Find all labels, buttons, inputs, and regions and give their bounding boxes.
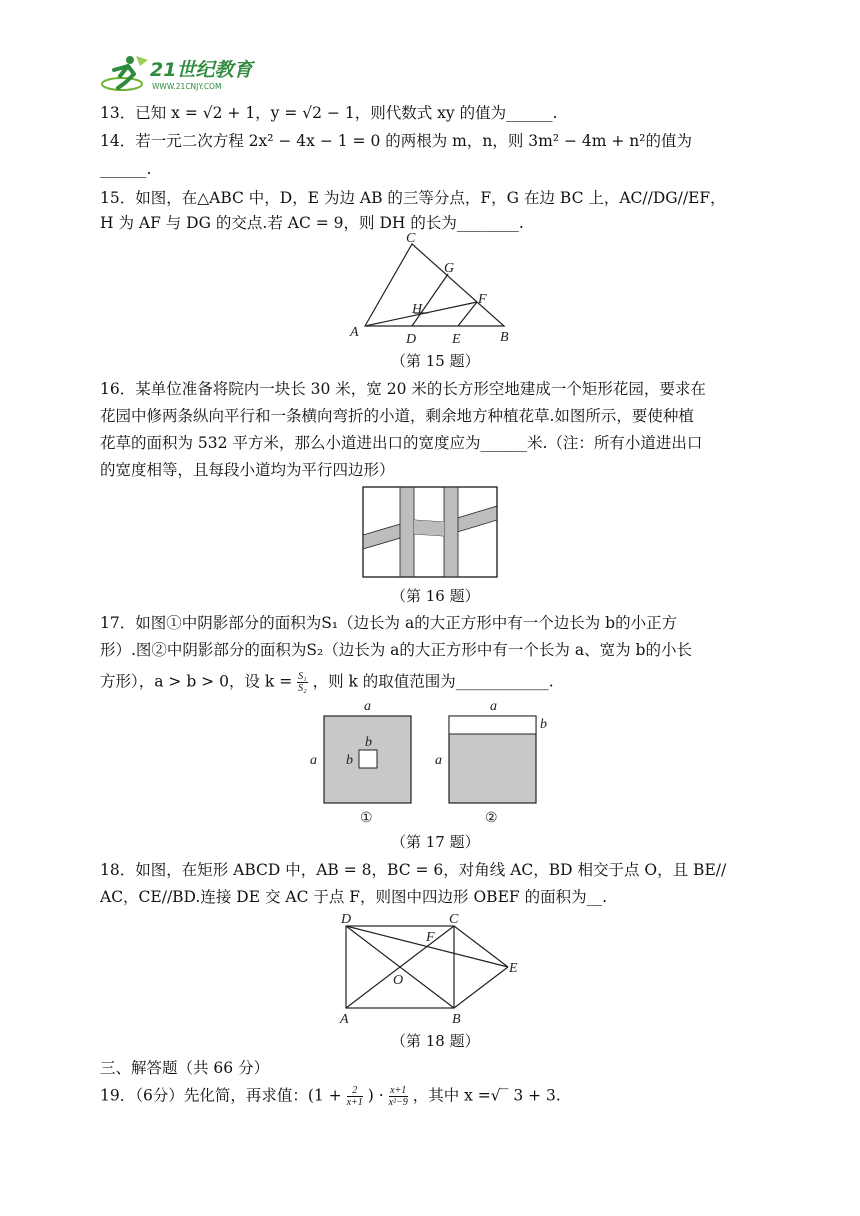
fig1-number: ① [360, 811, 373, 826]
k-fraction: $\frac{\text{S₁}}{\text{S₂}}$ [298, 671, 307, 694]
label-F: F [426, 930, 435, 945]
label-B: B [500, 330, 509, 345]
question-14-line2: ______. [100, 160, 152, 178]
question-15-line2: H 为 AF 与 DG 的交点.若 AC = 9，则 DH 的长为________. [100, 214, 524, 232]
fig2-right-b: b [540, 717, 547, 732]
label-C: C [406, 231, 416, 246]
question-18-line2: AC，CE//BD.连接 DE 交 AC 于点 F，则图中四边形 OBEF 的面积为__. [100, 888, 607, 906]
label-H: H [412, 302, 423, 317]
fig2-left-a: a [435, 753, 442, 768]
question-16-line4: 的宽度相等，且每段小道均为平行四边形） [100, 461, 395, 479]
label-G: G [444, 261, 455, 276]
fig1-top-a: a [364, 699, 371, 714]
q19-mid: ) · [367, 1086, 384, 1105]
question-18-line1: 18．如图，在矩形 ABCD 中，AB = 8，BC = 6，对角线 AC，BD 相交于点 O，且 BE// [100, 861, 727, 879]
label-C: C [449, 912, 459, 927]
figure-15-caption: （第 15 题） [391, 352, 480, 370]
runner-icon [102, 56, 148, 90]
label-O: O [393, 973, 404, 988]
fig2-number: ② [485, 811, 498, 826]
fig1-left-a: a [310, 753, 317, 768]
question-15-line1: 15．如图，在△ABC 中，D，E 为边 AB 的三等分点，F，G 在边 BC 上，AC//DG//EF， [100, 189, 726, 207]
question-14-line1: 14．若一元二次方程 2x² − 4x − 1 = 0 的两根为 m，n，则 3m² − 4m + n²的值为 [100, 132, 692, 150]
label-A: A [350, 325, 359, 340]
fig2-top-a: a [490, 699, 497, 714]
svg-text:21世纪教育: 21世纪教育 [150, 59, 253, 81]
figure-18-rectangle [335, 906, 530, 1028]
fig1-left-b: b [346, 753, 353, 768]
label-E: E [452, 332, 461, 347]
question-17-line3 [100, 671, 554, 694]
label-D: D [341, 912, 352, 927]
question-17-line1: 17．如图①中阴影部分的面积为S₁（边长为 a的大正方形中有一个边长为 b的小正方 [100, 614, 678, 632]
figure-17-squares [306, 698, 556, 826]
q19-prefix: 19．（6分）先化简，再求值：(1 + [100, 1086, 342, 1105]
question-16-line2: 花园中修两条纵向平行和一条横向弯折的小道，剩余地方种植花草.如图所示，要使种植 [100, 407, 694, 425]
question-16-line1: 16．某单位准备将院内一块长 30 米，宽 20 米的长方形空地建成一个矩形花园，要求在 [100, 380, 706, 398]
question-13: 13．已知 x = √2 + 1，y = √2 − 1，则代数式 xy 的值为______. [100, 104, 558, 122]
question-16-line3: 花草的面积为 532 平方米，那么小道进出口的宽度应为______米.（注：所有小道进出口 [100, 434, 703, 452]
q19-suffix: ，其中 x =√‾ 3 + 3. [412, 1086, 561, 1105]
question-19 [100, 1085, 561, 1108]
svg-text:WWW.21CNJY.COM: WWW.21CNJY.COM [152, 82, 222, 91]
label-B: B [452, 1012, 461, 1027]
q17-prefix: 方形），a > b > 0，设 k = [100, 672, 293, 691]
q19-fraction-1: $\frac{2}{x+1}$ [346, 1085, 363, 1108]
figure-15-triangle [340, 230, 520, 348]
question-17-line2: 形）.图②中阴影部分的面积为S₂（边长为 a的大正方形中有一个长为 a、宽为 b的小长 [100, 641, 692, 659]
label-F: F [478, 292, 487, 307]
q17-suffix: ，则 k 的取值范围为____________. [312, 672, 554, 691]
label-A: A [340, 1012, 349, 1027]
section-3-title: 三、解答题（共 66 分） [100, 1059, 270, 1077]
figure-18-caption: （第 18 题） [391, 1032, 480, 1050]
figure-16-caption: （第 16 题） [391, 587, 480, 605]
label-E: E [509, 961, 518, 976]
site-logo [100, 52, 270, 100]
fig1-top-b: b [365, 735, 372, 750]
label-D: D [406, 332, 417, 347]
figure-16-garden [362, 486, 498, 578]
figure-17-caption: （第 17 题） [391, 833, 480, 851]
q19-fraction-2: $\frac{x+1}{\text{x²−9}}$ [388, 1085, 408, 1108]
